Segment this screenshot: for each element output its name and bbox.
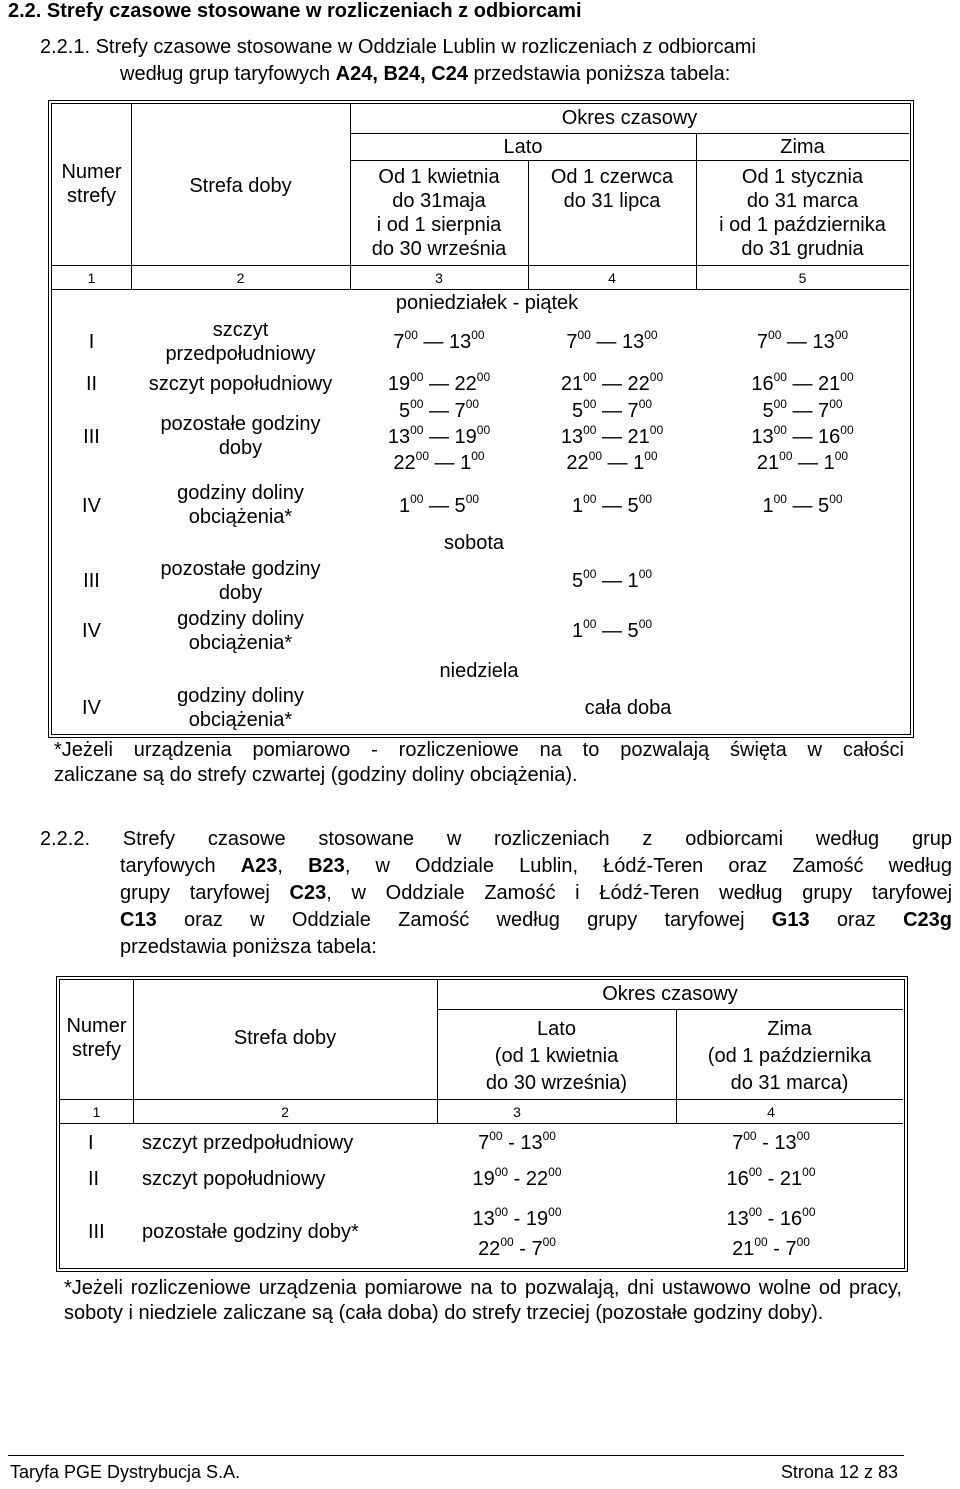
text: oraz: [809, 909, 904, 931]
header-okres: Okres czasowy: [602, 983, 738, 1005]
tariff-group: C23: [289, 882, 327, 904]
zone-name: pozostałe godziny doby*: [142, 1221, 359, 1243]
tariff-group: B23: [308, 855, 345, 877]
time-ranges: $13^{00} - 16^{00}$ $21^{00} - 7^{00}$: [726, 1205, 816, 1260]
text: taryfowych: [120, 855, 241, 877]
note-line: *Jeżeli urządzenia pomiarowo - rozliczeniowe na to pozwalają święta w całości: [54, 739, 904, 761]
paragraph-line: [40, 907, 952, 934]
text: do 31 marca: [746, 190, 859, 212]
col-num: 3: [435, 270, 443, 286]
header-zima: Zima: [780, 136, 825, 158]
text: do 31 lipca: [563, 190, 661, 212]
zone-name: szczyt popołudniowy: [142, 1168, 326, 1190]
text: do 30 września: [371, 238, 507, 260]
footer-divider: [8, 1455, 904, 1456]
time-range: $19^{00} - 22^{00}$: [472, 1165, 562, 1190]
time-range: $1^{00}$ — $5^{00}$: [398, 492, 480, 517]
time-range: $1^{00}$ — $5^{00}$: [762, 492, 843, 517]
col-num: 3: [513, 1104, 521, 1120]
time-range: $1^{00}$ — $5^{00}$: [571, 492, 653, 517]
time-ranges: $13^{00} - 19^{00}$ $22^{00} - 7^{00}$: [472, 1205, 562, 1260]
time-range: $21^{00}$ — $22^{00}$: [560, 370, 664, 395]
paragraph-line: przedstawia poniższa tabela:: [120, 936, 377, 958]
text: Zima: [767, 1018, 812, 1040]
text: do 30 września): [485, 1072, 628, 1094]
text: i od 1 sierpnia: [376, 214, 502, 236]
header-col3: [350, 165, 528, 261]
tariff-group: A23: [240, 855, 278, 877]
col-num: 1: [87, 270, 96, 286]
time-range: $16^{00}$ — $21^{00}$: [751, 370, 854, 395]
page-number: Strona 12 z 83: [780, 1462, 898, 1482]
text: obciążenia*: [188, 709, 293, 731]
zone-number: III: [83, 426, 100, 448]
text: pozostałe godziny: [160, 413, 321, 435]
tariff-group: G13: [771, 909, 810, 931]
text: godziny doliny: [177, 685, 304, 707]
paragraph-line: 2.2.2. Strefy czasowe stosowane w rozliczeniach z odbiorcami według grup: [40, 828, 952, 850]
zone-name: [131, 684, 350, 732]
table-2-note: *Jeżeli rozliczeniowe urządzenia pomiarowe na to pozwalają, dni ustawowo wolne od pracy, soboty i niedziele zaliczane są (cała doba) do strefy trzeciej (pozostałe godziny doby).: [64, 1277, 902, 1324]
text: grupy taryfowej: [120, 882, 290, 904]
paragraph-line: [40, 61, 952, 88]
text: ,: [277, 855, 309, 877]
col-num: 2: [281, 1104, 289, 1120]
col-num: 5: [798, 270, 807, 286]
note-line: zaliczane są do strefy czwartej (godziny doliny obciążenia).: [54, 764, 578, 786]
text: obciążenia*: [188, 506, 293, 528]
zone-number: I: [88, 331, 95, 353]
col-num: 1: [92, 1104, 101, 1120]
text: szczyt: [212, 319, 269, 341]
paragraph-line: [40, 880, 952, 907]
text: doby: [218, 437, 263, 459]
paragraph-2-2-2: [40, 826, 952, 961]
zone-number: III: [88, 1221, 105, 1243]
time-ranges: $5^{00}$ — $7^{00}$ $13^{00}$ — $16^{00}$ $21^{00}$ — $1^{00}$: [751, 397, 854, 474]
text: przedpołudniowy: [165, 343, 316, 365]
zone-number: IV: [82, 495, 101, 517]
text: godziny doliny: [177, 608, 304, 630]
whole-day: cała doba: [584, 697, 672, 719]
time-ranges: $5^{00}$ — $7^{00}$ $13^{00}$ — $21^{00}$ $22^{00}$ — $1^{00}$: [560, 397, 664, 474]
header-lato: [437, 1016, 676, 1097]
time-range: $7^{00} - 13^{00}$: [732, 1129, 810, 1154]
zone-name: [131, 557, 350, 605]
zone-number: IV: [82, 620, 101, 642]
col-num: 4: [767, 1104, 775, 1120]
rule: [350, 160, 909, 161]
text: do 31maja: [392, 190, 486, 212]
header-numer: Numer strefy: [66, 1015, 127, 1061]
text: , w Oddziale Zamość i Łódź-Teren według grupy taryfowej: [326, 882, 953, 904]
group-sunday: niedziela: [439, 660, 519, 682]
paragraph-line: 2.2.1. Strefy czasowe stosowane w Oddziale Lublin w rozliczeniach z odbiorcami: [40, 36, 756, 58]
text: Od 1 kwietnia: [378, 166, 500, 188]
text: (od 1 kwietnia: [494, 1045, 619, 1067]
text: do 31 marca): [730, 1072, 849, 1094]
text: Od 1 czerwca: [550, 166, 674, 188]
text: oraz w Oddziale Zamość według grupy taryfowej: [156, 909, 772, 931]
group-saturday: sobota: [443, 532, 505, 554]
paragraph-line: [40, 853, 952, 880]
time-range: $7^{00}$ — $13^{00}$: [393, 328, 485, 353]
text: Lato: [537, 1018, 576, 1040]
zone-number: III: [83, 570, 100, 592]
tariff-group: C13: [120, 909, 157, 931]
header-zima: [676, 1016, 903, 1097]
time-range: $7^{00} - 13^{00}$: [478, 1129, 556, 1154]
zone-name: [131, 318, 350, 366]
text: pozostałe godziny: [160, 558, 321, 580]
zone-number: IV: [82, 697, 101, 719]
col-num: 4: [608, 270, 616, 286]
time-range: $16^{00} - 21^{00}$: [726, 1165, 816, 1190]
zone-name: szczyt popołudniowy: [148, 373, 333, 395]
zone-number: II: [88, 1168, 100, 1190]
time-ranges: $5^{00}$ — $7^{00}$ $13^{00}$ — $19^{00}$ $22^{00}$ — $1^{00}$: [387, 397, 491, 474]
time-range: $1^{00}$ — $5^{00}$: [571, 617, 653, 642]
footer-company: Taryfa PGE Dystrybucja S.A.: [10, 1462, 241, 1482]
text: przedstawia poniższa tabela:: [467, 63, 731, 85]
text: , w Oddziale Lublin, Łódź-Teren oraz Zamość według: [344, 855, 952, 877]
time-range: $19^{00}$ — $22^{00}$: [387, 370, 491, 395]
text: Od 1 stycznia: [741, 166, 864, 188]
rule: [437, 1009, 903, 1010]
time-range: $7^{00}$ — $13^{00}$: [566, 328, 658, 353]
time-range: $5^{00}$ — $1^{00}$: [571, 567, 653, 592]
header-okres: Okres czasowy: [561, 107, 698, 129]
text: doby: [218, 582, 263, 604]
tariff-group: C23g: [903, 909, 952, 931]
header-col4: [528, 165, 696, 213]
col-num: 2: [236, 270, 245, 286]
time-range: $7^{00}$ — $13^{00}$: [756, 328, 849, 353]
text: według grup taryfowych: [120, 63, 336, 85]
text: do 31 grudnia: [741, 238, 864, 260]
zone-number: I: [88, 1132, 94, 1154]
section-heading: 2.2. Strefy czasowe stosowane w rozliczeniach z odbiorcami: [8, 0, 582, 22]
footer: [10, 1462, 898, 1483]
text: obciążenia*: [188, 632, 293, 654]
rule: [350, 133, 909, 134]
text: (od 1 października: [707, 1045, 872, 1067]
zone-name: [131, 481, 350, 529]
table-1-note: [54, 738, 904, 788]
paragraph-2-2-1: [40, 34, 952, 88]
header-strefa: Strefa doby: [233, 1027, 337, 1049]
text: i od 1 października: [719, 214, 886, 236]
header-numer: Numer strefy: [61, 161, 122, 207]
text: godziny doliny: [177, 482, 304, 504]
header-col5: [696, 165, 909, 261]
group-weekday: poniedziałek - piątek: [395, 292, 579, 314]
header-lato: Lato: [503, 136, 543, 158]
header-strefa: Strefa doby: [189, 175, 292, 197]
zone-name: szczyt przedpołudniowy: [142, 1132, 354, 1154]
zone-name: [131, 607, 350, 655]
zone-name: [131, 412, 350, 460]
tariff-groups: A24, B24, C24: [335, 63, 468, 85]
zone-number: II: [85, 373, 98, 395]
